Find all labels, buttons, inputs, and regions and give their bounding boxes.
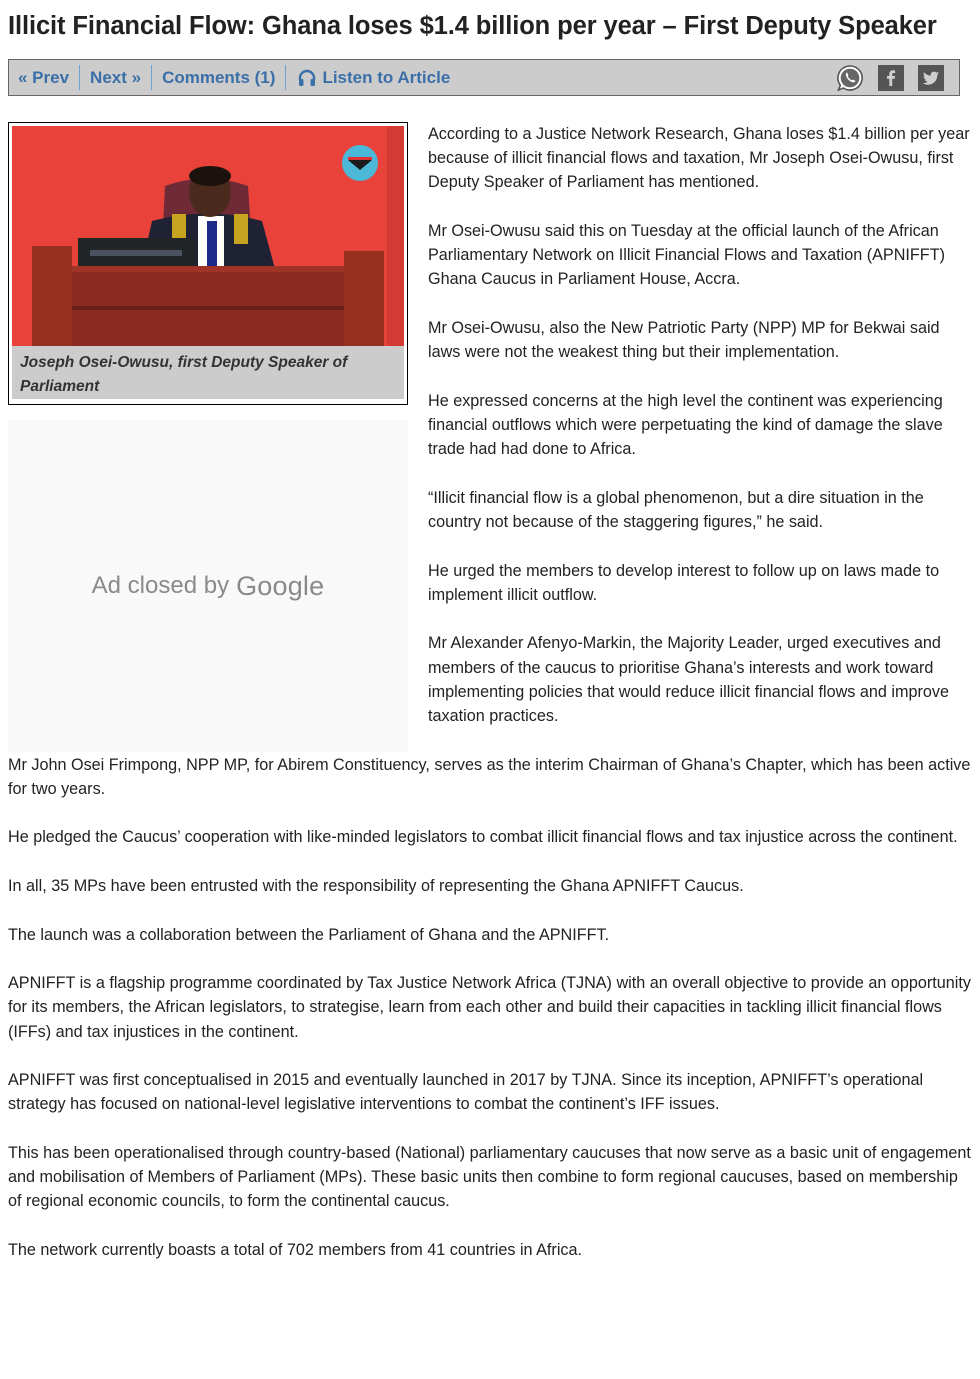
google-logo: Google <box>236 570 325 601</box>
whatsapp-share-button[interactable] <box>836 64 864 92</box>
listen-to-article-button[interactable] <box>286 65 460 90</box>
prev-link[interactable]: « Prev <box>9 65 80 90</box>
ad-placeholder <box>8 420 408 752</box>
whatsapp-icon <box>836 64 864 92</box>
facebook-share-button[interactable] <box>878 65 904 91</box>
article-content <box>8 122 972 1262</box>
share-buttons <box>836 64 944 92</box>
left-column <box>8 122 408 752</box>
paragraph: According to a Justice Network Research, Ghana loses $1.4 billion per year because of illicit financial flows and taxation, Mr Joseph Osei-Owusu, first Deputy Speaker of Parliament has mentioned. <box>428 125 970 192</box>
paragraph: Mr John Osei Frimpong, NPP MP, for Abirem Constituency, serves as the interim Chairman of Ghana’s Chapter, which has been active for two years. <box>8 755 971 798</box>
paragraph: “Illicit financial flow is a global phenomenon, but a dire situation in the country not because of the staggering figures,” he said. <box>428 488 924 531</box>
article-toolbar <box>8 59 960 96</box>
article-title: Illicit Financial Flow: Ghana loses $1.4 billion per year – First Deputy Speaker <box>8 12 937 40</box>
paragraph: The launch was a collaboration between the Parliament of Ghana and the APNIFFT. <box>8 925 610 944</box>
article-figure <box>8 122 408 405</box>
twitter-icon <box>918 65 944 91</box>
speaker-photo <box>12 126 404 346</box>
comments-link[interactable]: Comments (1) <box>152 65 286 90</box>
paragraph: The network currently boasts a total of 702 members from 41 countries in Africa. <box>8 1240 583 1259</box>
listen-label: Listen to Article <box>322 67 451 87</box>
photo-caption: Joseph Osei-Owusu, first Deputy Speaker of Parliament <box>12 346 404 399</box>
article-page <box>0 11 980 1262</box>
twitter-share-button[interactable] <box>918 65 944 91</box>
paragraph: Mr Osei-Owusu, also the New Patriotic Party (NPP) MP for Bekwai said laws were not the weakest thing but their implementation. <box>428 319 940 362</box>
paragraph: Mr Alexander Afenyo-Markin, the Majority Leader, urged executives and members of the caucus to prioritise Ghana’s interests and work toward implementing policies that would reduce illicit financial flows and improve taxation practices. <box>428 634 949 725</box>
paragraph: APNIFFT was first conceptualised in 2015 and eventually launched in 2017 by TJNA. Since its inception, APNIFFT’s operational strategy has focused on national-level legislative interventions to combat the continent’s IFF issues. <box>8 1071 924 1114</box>
paragraph: He pledged the Caucus’ cooperation with like-minded legislators to combat illicit financial flows and tax injustice across the continent. <box>8 828 958 847</box>
facebook-icon <box>878 65 904 91</box>
paragraph: He expressed concerns at the high level the continent was experiencing financial outflows which were perpetuating the kind of damage the slave trade had had done to Africa. <box>428 391 943 459</box>
article-photo <box>12 126 404 346</box>
ad-closed-text: Ad closed by <box>91 572 230 599</box>
next-link[interactable]: Next » <box>80 65 152 90</box>
paragraph: This has been operationalised through country-based (National) parliamentary caucuses that now serve as a basic unit of engagement and mobilisation of Members of Parliament (MPs). These basic units then combine to form regional caucuses, based on membership of regional economic councils, to form the continental caucus. <box>8 1143 971 1211</box>
headphones-icon <box>298 69 316 87</box>
paragraph: He urged the members to develop interest to follow up on laws made to implement illicit outflow. <box>428 561 940 604</box>
paragraph: Mr Osei-Owusu said this on Tuesday at the official launch of the African Parliamentary Network on Illicit Financial Flows and Taxation (APNIFFT) Ghana Caucus in Parliament House, Accra. <box>428 222 945 289</box>
paragraph: APNIFFT is a flagship programme coordinated by Tax Justice Network Africa (TJNA) with an overall objective to provide an opportunity for its members, the African legislators, to strategise, learn from each other and build their capacities in tackling illicit financial flows (IFFs) and tax injustices in the continent. <box>8 974 971 1041</box>
paragraph: In all, 35 MPs have been entrusted with the responsibility of representing the Ghana APNIFFT Caucus. <box>8 876 744 895</box>
